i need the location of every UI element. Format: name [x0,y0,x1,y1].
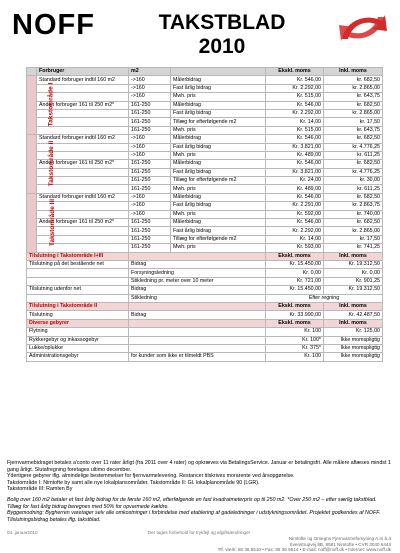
table-cell: Ikke momspligtig [324,344,383,352]
table-cell: Kr. 546,00 [266,160,324,168]
block-header-row [27,252,383,260]
table-cell [37,185,129,193]
table-cell: Mwh. pris [171,126,266,134]
footer-disclaimer: Der tages forbehold for trykfejl og afgiftsændringer [147,530,251,535]
table-cell: kr. 2.865,00 [324,109,383,117]
section-label-text: Takstområde II [48,140,56,187]
table-row [27,344,383,352]
table-cell: 161-250 [129,219,171,227]
table-cell: 161-250 [129,101,171,109]
table-cell: 161-250 [129,244,171,252]
table-row [27,143,383,151]
table-cell: Fast årlig bidrag [171,109,266,117]
column-header [171,68,266,76]
table-cell: Flytning [27,328,129,336]
footer-contact: Tlf. værk: 86 36 5510 • Fax: 86 36 5514 • E-mail: noff@noff.dk • Internet: www.noff.dk [217,547,391,553]
table-cell: Kr. 19.312,50 [324,260,383,268]
table-cell: kr. 2.865,00 [324,227,383,235]
block-header-cell: Ekskl. moms [266,302,324,310]
block-header-cell [129,319,266,327]
table-cell: Tillæg for efterfølgende m2 [171,177,266,185]
table-cell: Kr. 14,00 [266,235,324,243]
table-cell: Målerbidrag [171,193,266,201]
section-label-text: Takstområde I [47,82,55,127]
noff-logo: NOFF [12,9,95,41]
table-cell: Kr. 546,00 [266,76,324,84]
table-cell: kr. 643,75 [324,93,383,101]
section-label [27,135,56,194]
table-row [27,151,383,159]
table-cell: Bidrag [129,311,266,319]
table-cell: Målerbidrag [171,76,266,84]
table-cell: Mwh. pris [171,93,266,101]
table-row [27,202,383,210]
table-cell: kr. 682,50 [324,101,383,109]
table-row [27,244,383,252]
table-cell: Kr. 546,00 [266,101,324,109]
table-cell: kr. 740,00 [324,210,383,218]
table-cell: kr. 4.776,25 [324,143,383,151]
table-cell: Kr. 592,00 [266,210,324,218]
table-cell: kr. 611,25 [324,151,383,159]
table-row [27,294,383,302]
table-cell: kr. 2.863,75 [324,202,383,210]
table-cell: for kunder som ikke er tilmeldt PBS [129,353,266,361]
table-cell: Kr. 125,00 [324,328,383,336]
page-title [137,12,307,57]
table-cell: Kr. 0,00 [324,269,383,277]
table-cell: Bidrag [129,260,266,268]
table-cell: kr. 17,50 [324,235,383,243]
table-row [27,168,383,176]
table-row [27,336,383,344]
table-cell: Kr. 2.291,00 [266,202,324,210]
table-cell: Kr. 546,00 [266,135,324,143]
table-cell: Kr. 901,25 [324,277,383,285]
table-cell: Mwh. pris [171,185,266,193]
table-cell [129,336,266,344]
table-cell: kr. 741,25 [324,244,383,252]
table-cell: kr. 682,50 [324,76,383,84]
table-row [27,235,383,243]
table-cell: Målerbidrag [171,101,266,109]
table-cell: Kr. 0,00 [266,269,324,277]
table-cell: kr. 682,50 [324,219,383,227]
table-cell: Kr. 100 [266,328,324,336]
table-cell: Kr. 15.450,00 [266,260,324,268]
table-cell: Anden forbruger 161 til 250 m2* [37,101,129,109]
table-cell: Kr. 515,00 [266,93,324,101]
terms-text [7,460,391,523]
block-title: Tilslutning i Takstområde I+III [27,252,129,260]
table-row [27,277,383,285]
table-cell: kr. 2.865,00 [324,84,383,92]
table-row [27,118,383,126]
footer-address [218,536,391,553]
table-row [27,135,383,143]
table-cell: Ikke momspligtig [324,336,383,344]
table-cell: Kr. 721,00 [266,277,324,285]
table-row [27,353,383,361]
table-cell: ->160 [129,135,171,143]
footer-date: 04. januar2010 [7,530,38,535]
table-cell: ->160 [129,202,171,210]
table-row [27,311,383,319]
title-year: 2010 [198,35,246,58]
table-cell: Standard forbruger indtil 160 m2 [37,135,129,143]
section-label [27,76,55,135]
column-header: m2 [129,68,171,76]
table-cell: kr. 30,00 [324,177,383,185]
table-cell: Målerbidrag [171,219,266,227]
table-cell: 161-250 [129,118,171,126]
table-cell: Kr. 19.312,50 [324,286,383,294]
table-cell: Bidrag [129,286,266,294]
table-cell: Tilslutning [27,311,129,319]
table-cell: Kr. 489,00 [266,185,324,193]
table-cell: 161-250 [129,177,171,185]
table-cell: Lukke/oplukke [27,344,129,352]
paragraph-fees: Ydertigere gebyrer iflg. almindelige bestemmelser for fjernvarmelevering. Restancer tilskrives morarente ved årsopgørelse. [7,473,295,480]
table-cell: ->160 [129,93,171,101]
table-row [27,101,383,109]
table-cell: kr. 682,50 [324,193,383,201]
table-cell: ->160 [129,210,171,218]
table-cell: Tillæg for efterfølgende m2 [171,235,266,243]
paragraph-area-3: Takstområde III: Ramten By [7,486,73,493]
table-row [27,84,383,92]
table-cell: Anden forbruger 161 til 250 m2* [37,160,129,168]
table-cell: Forsyningsledning [129,269,266,277]
table-cell [27,294,129,302]
red-arrows-logo-icon [338,9,388,47]
table-cell: 161-250 [129,185,171,193]
table-cell: ->160 [129,84,171,92]
table-cell: Målerbidrag [171,160,266,168]
block-header-cell [129,302,266,310]
table-row [27,177,383,185]
table-cell: Kr. 2.292,00 [266,84,324,92]
table-cell: Mwh. pris [171,151,266,159]
column-header: Forbruger [37,68,129,76]
table-cell: kr. 611,25 [324,185,383,193]
table-row [27,269,383,277]
paragraph-area-1-2: Takstområde I: Nimtofte by samt alle nye lokalplansområder. Takstområde II: Gl. lokalplanområde 90 (LGR). [7,479,260,486]
table-cell: Kr. 24,00 [266,177,324,185]
table-cell: 161-250 [129,126,171,134]
table-row [27,126,383,134]
table-cell: kr. 682,50 [324,135,383,143]
table-cell: 161-250 [129,227,171,235]
table-cell: Tillæg for efterfølgende m2 [171,118,266,126]
table-cell: Fast årlig bidrag [171,84,266,92]
table-cell: Kr. 14,00 [266,118,324,126]
table-cell: Kr. 489,00 [266,151,324,159]
table-cell: kr. 682,50 [324,160,383,168]
table-row [27,328,383,336]
table-cell: Stikledning pr. meter over 10 meter [129,277,266,285]
paragraph-development: Byggemodning: Bygherren varetager selv alle omkostninger i forbindelse med etablering af gadeledninger i udstykningsområdet. Projektet godkendes af NOFF. Tilslutningsbidrag betales iflg. takstblad. [7,510,381,523]
block-header-cell: Inkl. moms [324,302,383,310]
footer-company: Nimtofte og Omegns Fjernvarmeforsyning A.m.b.a [288,536,391,541]
table-cell: Kr. 546,00 [266,193,324,201]
table-cell: Kr. 100 [266,353,324,361]
table-cell: Kr. 100* [266,336,324,344]
tariff-table [26,67,383,362]
table-cell: Tilslutning udenfor net [27,286,129,294]
paragraph-payment: Fjernvarmebidraget betales a'conto over 11 rater årligt (fra 2011 over 4 rater) og opkræves via BetalingsService. Januar er betalingsfri. Alle målere aflæses mindst 1 gang årligt. Slutafregning foretages ultimo december. [7,460,391,473]
table-row [27,76,383,84]
block-header-row [27,302,383,310]
table-row [27,93,383,101]
table-cell [27,277,129,285]
table-cell: Kr. 33.990,00 [266,311,324,319]
table-row [27,210,383,218]
block-header-cell: Inkl. moms [324,319,383,327]
table-cell: Fast årlig bidrag [171,168,266,176]
table-cell: ->160 [129,193,171,201]
table-cell [37,126,129,134]
table-row [27,193,383,201]
table-cell: Efter regning [266,294,383,302]
table-cell: 161-250 [129,235,171,243]
table-cell: Stikledning [129,294,266,302]
table-cell: kr. 4.776,25 [324,168,383,176]
table-cell: Kr. 593,00 [266,244,324,252]
table-row [27,219,383,227]
table-cell: Standard forbruger indtil 160 m2 [37,193,129,201]
table-cell: Kr. 15.450,00 [266,286,324,294]
table-cell: Mwh. pris [171,244,266,252]
block-header-cell: Ekskl. moms [266,319,324,327]
table-cell: Ikke momspligtig [324,353,383,361]
table-cell: kr. 643,75 [324,126,383,134]
table-row [27,160,383,168]
table-cell: kr. 17,50 [324,118,383,126]
page-header [12,9,388,59]
table-cell [27,269,129,277]
section-label-text: Takstområde III [49,198,57,246]
table-cell: Mwh. pris [171,210,266,218]
table-cell: Rykkergebyr og inkassogebyr [27,336,129,344]
block-header-cell: Ekskl. moms [266,252,324,260]
table-cell: Kr. 2.292,00 [266,109,324,117]
table-cell: 161-250 [129,160,171,168]
table-cell: Målerbidrag [171,135,266,143]
table-cell: Fast årlig bidrag [171,227,266,235]
table-cell: Kr. 375* [266,344,324,352]
table-cell: Kr. 42.487,50 [324,311,383,319]
table-cell: ->160 [129,143,171,151]
footer-street: Svenstrupvej 8B, 8581 Nimtofte • CVR 3040 6443 [289,541,391,547]
table-cell: Administrationsgebyr [27,353,129,361]
table-cell: Standard forbruger indtil 160 m2 [37,76,129,84]
block-title: Tilslutning i Takstområde II [27,302,129,310]
table-cell: Kr. 2.292,00 [266,227,324,235]
table-cell: Kr. 3.821,00 [266,168,324,176]
table-cell: Kr. 515,00 [266,126,324,134]
block-header-cell [129,252,266,260]
paragraph-large-homes: Bolig over 160 m2 betaler et fast årlig bidrag for de første 160 m2, efterfølgende en fast kvadratmeterpris op til 250 m2. *Over 250 m2 – efter særlig takstblad. Tillæg for fast årlig bidrag beregnes med 50% for opvarmede kældre. [7,496,377,510]
table-cell: Anden forbruger 161 til 250 m2* [37,219,129,227]
table-cell: Tilslutning på det bestående net [27,260,129,268]
table-cell: Fast årlig bidrag [171,202,266,210]
table-cell: ->160 [129,151,171,159]
table-cell [129,328,266,336]
title-line-1: TAKSTBLAD [158,11,286,34]
table-cell: Fast årlig bidrag [171,143,266,151]
table-row [27,109,383,117]
table-cell [129,344,266,352]
table-cell: ->160 [129,76,171,84]
table-cell: Kr. 546,00 [266,219,324,227]
header-corner [27,68,37,76]
table-row [27,185,383,193]
table-row [27,286,383,294]
table-row [27,227,383,235]
block-header-row [27,319,383,327]
table-row [27,260,383,268]
table-cell: 161-250 [129,109,171,117]
block-title: Diverse gebyrer [27,319,129,327]
column-header: Ekskl. moms [266,68,324,76]
table-cell: Kr. 3.821,00 [266,143,324,151]
column-header: Inkl. moms [324,68,383,76]
table-cell: 161-250 [129,168,171,176]
section-label [27,193,57,252]
block-header-cell: Inkl. moms [324,252,383,260]
table-header-row [27,68,383,76]
